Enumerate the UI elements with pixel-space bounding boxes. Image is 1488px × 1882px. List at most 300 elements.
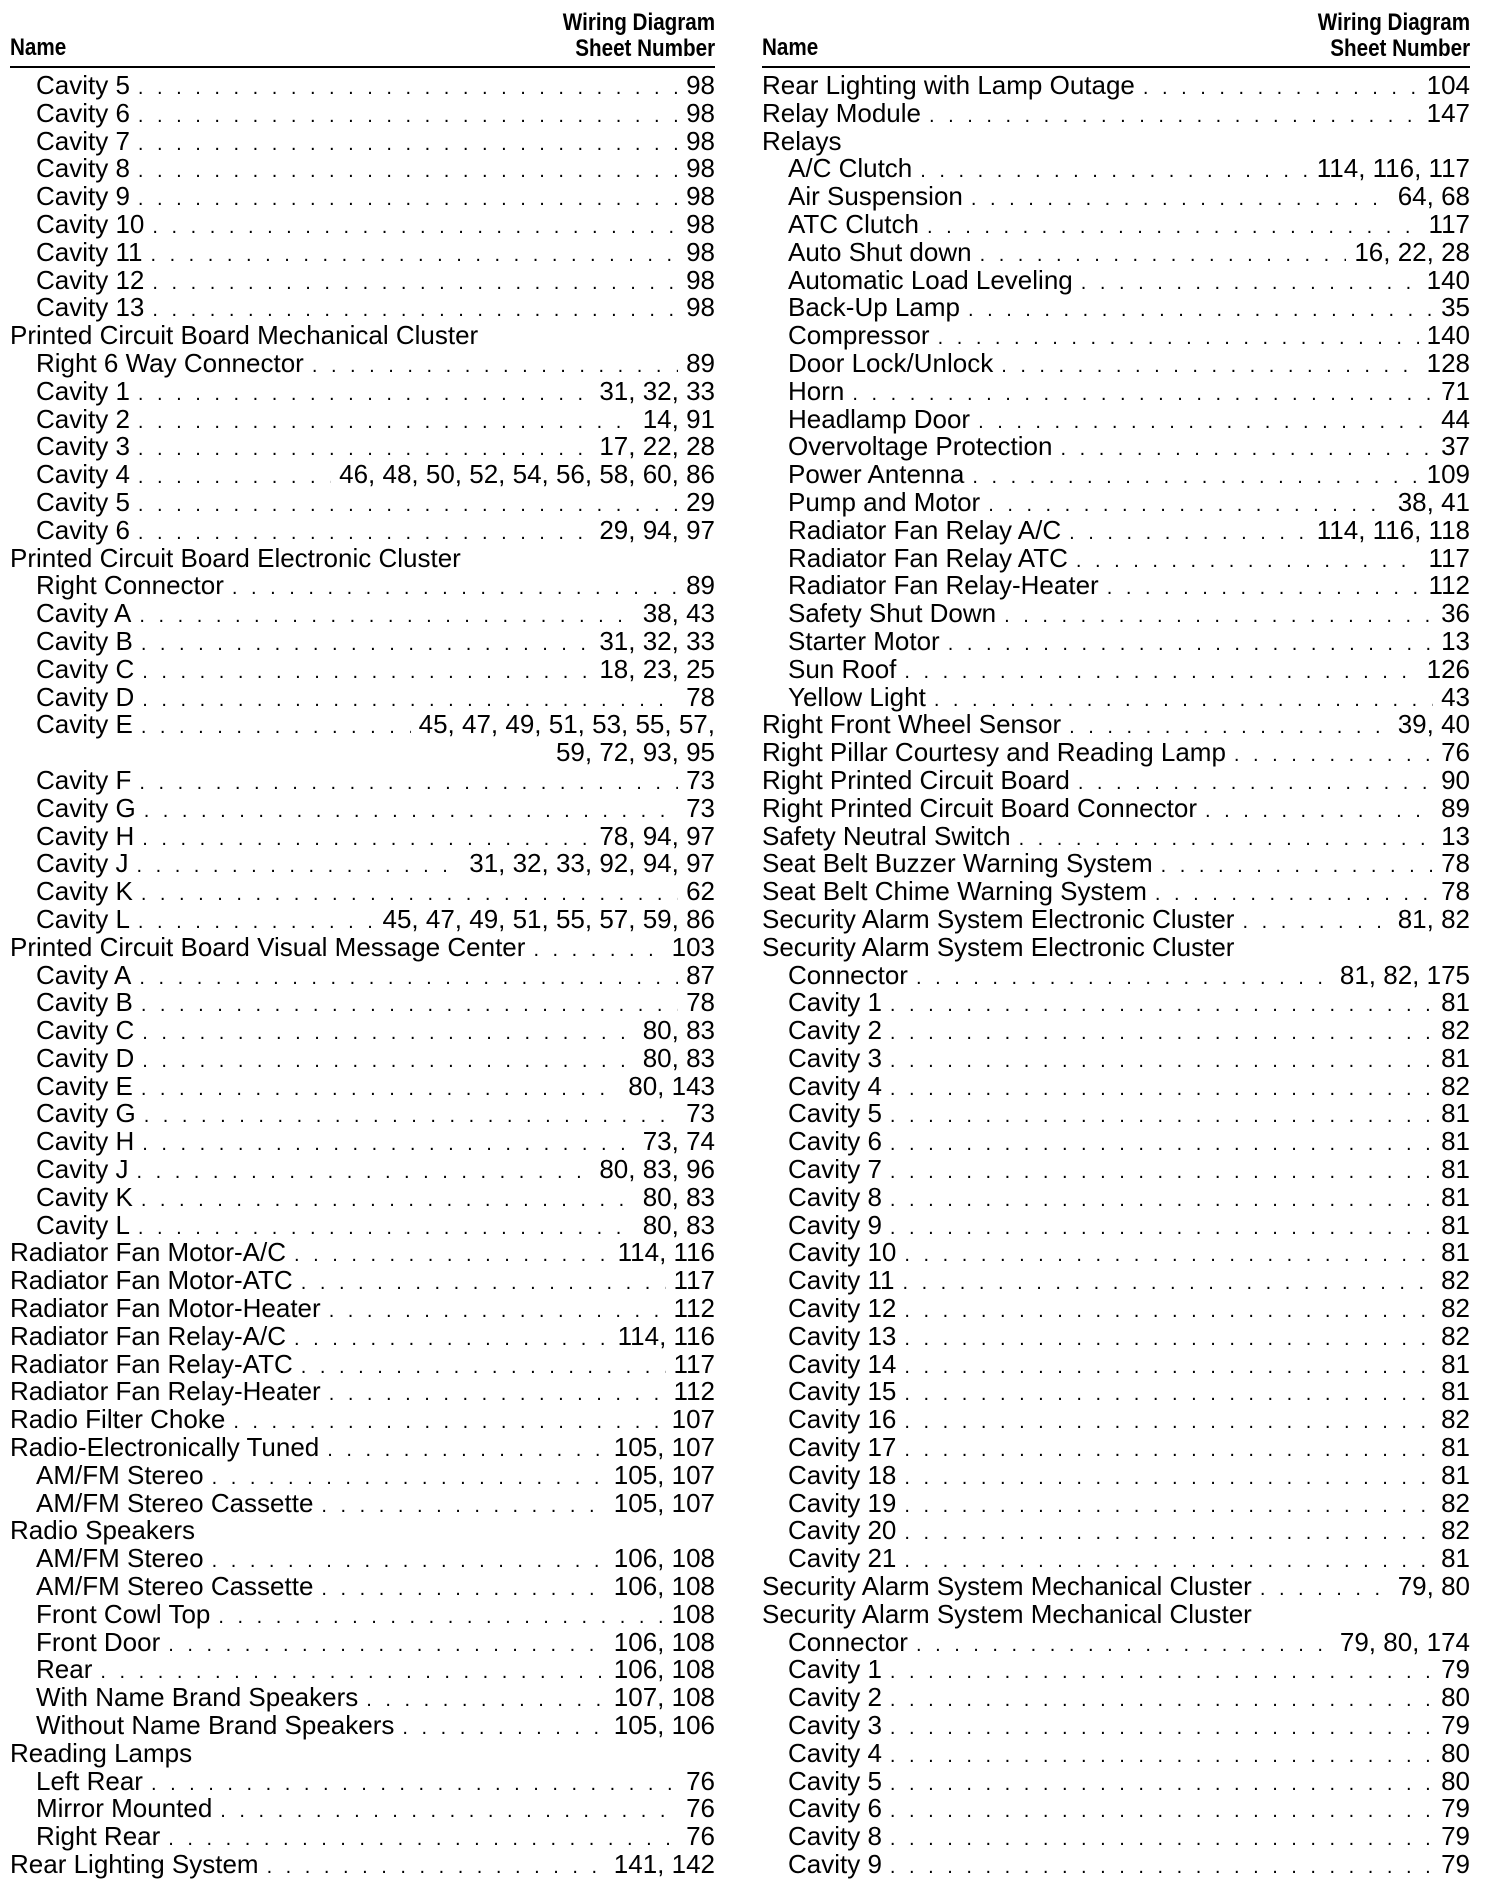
sheet-numbers: 98 [686, 153, 715, 184]
sheet-numbers: 79 [1441, 1654, 1470, 1685]
index-entry [10, 486, 715, 517]
index-entry [762, 1128, 1470, 1156]
sheet-numbers: 18, 23, 25 [599, 653, 715, 684]
sheet-numbers: 98 [686, 125, 715, 156]
index-entry [10, 1100, 715, 1128]
entry-name: Cavity 13 [788, 1320, 897, 1351]
index-entry [10, 792, 715, 823]
index-entry [762, 820, 1470, 851]
index-entry [10, 1320, 715, 1351]
index-entry [10, 878, 715, 906]
sheet-numbers: 104 [1426, 70, 1470, 100]
index-entries-right [762, 68, 1470, 1879]
sheet-numbers: 29, 94, 97 [599, 514, 715, 545]
sheet-heading-line2: Sheet Number [1330, 35, 1470, 62]
index-entry [10, 1823, 715, 1851]
index-entry [762, 931, 1470, 962]
index-entry [762, 461, 1470, 489]
entry-name: Cavity F [36, 764, 132, 795]
index-entry [762, 208, 1470, 239]
sheet-numbers: 82 [1441, 1070, 1470, 1101]
index-entry [10, 681, 715, 712]
entry-name: Right Pillar Courtesy and Reading Lamp [762, 737, 1226, 768]
dot-leader [138, 381, 591, 409]
entry-name: Cavity 15 [788, 1376, 897, 1407]
entry-name: Cavity 1 [788, 1654, 882, 1685]
sheet-numbers: 38, 43 [642, 598, 715, 629]
sheet-numbers: 106, 108 [613, 1543, 715, 1574]
sheet-numbers: 80 [1441, 1682, 1470, 1713]
entry-name: Security Alarm System Electronic Cluster [762, 903, 1235, 934]
index-entry [10, 625, 715, 656]
dot-leader [138, 186, 678, 214]
entry-name: Cavity L [36, 1209, 130, 1240]
index-entry [762, 681, 1470, 712]
dot-leader [321, 1576, 605, 1604]
index-entry [762, 264, 1470, 295]
entry-name: Cavity 19 [788, 1487, 897, 1518]
entry-name: Safety Neutral Switch [762, 820, 1011, 851]
entry-name: Cavity 14 [788, 1348, 897, 1379]
entry-name: Cavity 5 [788, 1098, 882, 1129]
sheet-numbers: 76 [686, 1793, 715, 1824]
dot-leader [294, 1242, 610, 1270]
entry-name: Pump and Motor [788, 486, 981, 517]
entry-name: Yellow Light [788, 681, 926, 712]
sheet-numbers: 107 [671, 1404, 715, 1435]
index-entry [10, 1573, 715, 1601]
entry-name: With Name Brand Speakers [36, 1682, 359, 1713]
entry-name: AM/FM Stereo Cassette [36, 1487, 314, 1518]
index-entry [10, 208, 715, 239]
dot-leader [1143, 75, 1419, 103]
entry-name: Cavity 6 [36, 514, 130, 545]
entry-name: Cavity 8 [788, 1181, 882, 1212]
index-entry [762, 764, 1470, 795]
entry-name: Relays [762, 125, 842, 156]
index-entry [10, 1042, 715, 1073]
entry-name: Right Connector [36, 570, 224, 601]
sheet-numbers: 79 [1441, 1849, 1470, 1879]
index-entry [10, 322, 715, 350]
index-entry [762, 72, 1470, 100]
index-entry [762, 572, 1470, 600]
dot-leader [890, 1159, 1433, 1187]
index-entry [762, 1459, 1470, 1490]
entry-name: Relay Module [762, 97, 921, 128]
index-entry [10, 989, 715, 1017]
entry-name: Cavity 17 [788, 1432, 897, 1463]
sheet-numbers: 89 [686, 347, 715, 378]
entry-name: Cavity 4 [36, 459, 130, 490]
dot-leader [890, 1715, 1433, 1743]
sheet-numbers: 80 [1441, 1765, 1470, 1796]
index-entry [10, 1406, 715, 1434]
dot-leader [150, 242, 678, 270]
dot-leader [141, 1076, 620, 1104]
index-entry [10, 1267, 715, 1295]
dot-leader [329, 1298, 666, 1326]
dot-leader [141, 631, 592, 659]
dot-leader [218, 1604, 663, 1632]
index-entry [762, 1100, 1470, 1128]
sheet-numbers: 106, 108 [613, 1571, 715, 1602]
dot-leader [904, 1409, 1433, 1437]
sheet-numbers: 117 [1428, 208, 1470, 239]
sheet-numbers: 39, 40 [1397, 709, 1470, 740]
index-entry [10, 375, 715, 406]
sheet-numbers: 80, 83 [642, 1181, 715, 1212]
dot-leader [904, 1465, 1433, 1493]
sheet-numbers: 78 [1441, 848, 1470, 879]
entry-name: Cavity C [36, 1015, 135, 1046]
sheet-numbers: 89 [1441, 792, 1470, 823]
index-entry [762, 486, 1470, 517]
entry-name: Front Door [36, 1626, 161, 1657]
entry-name: Rear [36, 1654, 93, 1685]
dot-leader [904, 659, 1418, 687]
dot-leader [142, 1020, 634, 1048]
index-entry [10, 1459, 715, 1490]
entry-name: Cavity 12 [788, 1293, 897, 1324]
entry-name: Right Printed Circuit Board Connector [762, 792, 1197, 823]
index-entry [762, 1181, 1470, 1212]
entry-name: Connector [788, 959, 908, 990]
index-entry [10, 1295, 715, 1323]
entry-name: Cavity 1 [788, 987, 882, 1018]
sheet-numbers: 105, 107 [613, 1432, 715, 1463]
dot-leader [294, 1326, 610, 1354]
dot-leader [141, 1187, 635, 1215]
dot-leader [938, 325, 1419, 353]
entry-name: Cavity 4 [788, 1070, 882, 1101]
sheet-numbers: 82 [1441, 1293, 1470, 1324]
entry-name: Right Printed Circuit Board [762, 764, 1070, 795]
index-entry [10, 125, 715, 156]
entry-name: Safety Shut Down [788, 598, 997, 629]
sheet-numbers: 79 [1441, 1821, 1470, 1852]
sheet-numbers: 117 [673, 1348, 715, 1379]
entry-name: Radio Filter Choke [10, 1404, 226, 1435]
entry-name: Cavity 6 [788, 1793, 882, 1824]
sheet-numbers: 44 [1441, 403, 1470, 434]
entry-name: Right Rear [36, 1821, 161, 1852]
index-entry [762, 1434, 1470, 1462]
index-entry [762, 433, 1470, 461]
sheet-numbers: 76 [686, 1765, 715, 1796]
index-entries-left [10, 68, 715, 1879]
sheet-numbers: 112 [1428, 570, 1470, 601]
entry-name: Cavity E [36, 709, 133, 740]
entry-name: Cavity 13 [36, 292, 145, 323]
sheet-numbers: 31, 32, 33 [599, 375, 715, 406]
index-entry [762, 183, 1470, 211]
entry-name: Cavity 8 [788, 1821, 882, 1852]
sheet-numbers: 79 [1441, 1793, 1470, 1824]
sheet-numbers: 73, 74 [642, 1126, 715, 1157]
index-entry [762, 1598, 1470, 1629]
index-entry [762, 1823, 1470, 1851]
entry-name: Cavity 10 [36, 208, 145, 239]
sheet-numbers: 78, 94, 97 [599, 820, 715, 851]
dot-leader [301, 1270, 666, 1298]
dot-leader [141, 992, 678, 1020]
dot-leader [138, 103, 678, 131]
dot-leader [971, 186, 1390, 214]
entry-name: Cavity H [36, 820, 135, 851]
index-entry [10, 1737, 715, 1768]
index-entry [10, 514, 715, 545]
entry-name: Security Alarm System Electronic Cluster [762, 931, 1235, 962]
dot-leader [890, 1798, 1433, 1826]
entry-name: Cavity 9 [788, 1849, 882, 1879]
sheet-heading-line1: Wiring Diagram [562, 9, 715, 36]
sheet-numbers: 98 [686, 264, 715, 295]
sheet-numbers: 114, 116 [617, 1237, 715, 1268]
entry-name: Cavity 3 [788, 1042, 882, 1073]
index-entry [10, 1070, 715, 1101]
dot-leader [152, 270, 678, 298]
index-entry [10, 1626, 715, 1657]
dot-leader [138, 158, 678, 186]
sheet-numbers: 81 [1441, 1042, 1470, 1073]
index-entry [762, 125, 1470, 156]
sheet-numbers: 37 [1441, 431, 1470, 462]
index-entry [10, 1128, 715, 1156]
entry-name: Horn [788, 375, 845, 406]
entry-name: Cavity 5 [36, 70, 130, 100]
sheet-numbers: 81 [1441, 1237, 1470, 1268]
index-entry [10, 959, 715, 990]
index-entry [762, 1487, 1470, 1518]
sheet-numbers: 78 [1441, 876, 1470, 907]
sheet-numbers: 114, 116 [617, 1320, 715, 1351]
sheet-numbers: 62 [686, 876, 715, 907]
dot-leader [904, 1298, 1433, 1326]
entry-name: Cavity 20 [788, 1515, 897, 1546]
sheet-numbers: 13 [1441, 625, 1470, 656]
dot-leader [144, 798, 678, 826]
dot-leader [890, 1131, 1433, 1159]
entry-name: Cavity D [36, 1042, 135, 1073]
sheet-numbers: 82 [1441, 1265, 1470, 1296]
entry-name: Security Alarm System Mechanical Cluster [762, 1571, 1252, 1602]
dot-leader [904, 1493, 1433, 1521]
index-entry [762, 403, 1470, 434]
sheet-numbers: 114, 116, 117 [1316, 153, 1470, 184]
entry-name: Compressor [788, 320, 930, 351]
entry-name: Cavity 5 [36, 486, 130, 517]
entry-name: Air Suspension [788, 181, 963, 212]
sheet-numbers: 79, 80 [1397, 1571, 1470, 1602]
sheet-numbers: 147 [1426, 97, 1470, 128]
index-entry [762, 542, 1470, 573]
index-entry [762, 1517, 1470, 1545]
index-entry [10, 347, 715, 378]
dot-leader [138, 492, 678, 520]
entry-name: Rear Lighting System [10, 1849, 259, 1879]
index-entry [762, 1042, 1470, 1073]
index-entry [10, 1545, 715, 1573]
dot-leader [1076, 548, 1421, 576]
index-entry [762, 711, 1470, 739]
entry-name: Mirror Mounted [36, 1793, 213, 1824]
dot-leader [138, 75, 678, 103]
dot-leader [151, 1771, 678, 1799]
sheet-numbers: 140 [1426, 320, 1470, 351]
index-entry [10, 1156, 715, 1184]
dot-leader [927, 214, 1421, 242]
entry-name: ATC Clutch [788, 208, 919, 239]
entry-name: Starter Motor [788, 625, 940, 656]
sheet-numbers: 128 [1426, 347, 1470, 378]
dot-leader [972, 464, 1418, 492]
entry-name: Cavity 2 [788, 1015, 882, 1046]
index-entry [762, 989, 1470, 1017]
dot-leader [890, 1771, 1433, 1799]
sheet-numbers: 36 [1441, 598, 1470, 629]
sheet-numbers: 140 [1426, 264, 1470, 295]
index-entry [10, 1684, 715, 1712]
index-entry [10, 1378, 715, 1406]
dot-leader [1242, 909, 1389, 937]
index-entry [10, 403, 715, 434]
entry-name: Cavity 10 [788, 1237, 897, 1268]
index-entry [10, 1017, 715, 1045]
dot-leader [142, 1131, 634, 1159]
index-entry [762, 155, 1470, 183]
name-heading: Name [762, 34, 819, 61]
index-entry [10, 1487, 715, 1518]
sheet-numbers: 82 [1441, 1320, 1470, 1351]
dot-leader [1205, 798, 1433, 826]
sheet-numbers: 81, 82, 175 [1339, 959, 1470, 990]
sheet-numbers: 81, 82 [1397, 903, 1470, 934]
entry-name: Radiator Fan Motor-ATC [10, 1265, 293, 1296]
entry-name: Cavity 16 [788, 1404, 897, 1435]
index-entry [762, 1684, 1470, 1712]
entry-name: Auto Shut down [788, 236, 972, 267]
sheet-numbers: 107, 108 [613, 1682, 715, 1713]
dot-leader [929, 103, 1419, 131]
sheet-numbers: 29 [686, 486, 715, 517]
index-entry [762, 1795, 1470, 1823]
sheet-numbers: 13 [1441, 820, 1470, 851]
name-heading: Name [10, 34, 67, 61]
sheet-numbers: 82 [1441, 1015, 1470, 1046]
entry-name: Connector [788, 1626, 908, 1657]
dot-leader [968, 297, 1433, 325]
index-entry [762, 1765, 1470, 1796]
sheet-numbers: 126 [1426, 653, 1470, 684]
dot-leader [1004, 603, 1433, 631]
sheet-numbers: 81 [1441, 1376, 1470, 1407]
sheet-numbers: 98 [686, 70, 715, 100]
entry-name: Cavity H [36, 1126, 135, 1157]
sheet-numbers: 112 [673, 1293, 715, 1324]
sheet-numbers: 45, 47, 49, 51, 55, 57, 59, 86 [382, 903, 715, 934]
dot-leader [890, 1048, 1433, 1076]
dot-leader [327, 1437, 606, 1465]
index-entry [762, 850, 1470, 878]
sheet-numbers: 105, 107 [613, 1487, 715, 1518]
entry-name: Cavity 2 [36, 403, 130, 434]
index-entry [10, 1517, 715, 1545]
index-entry [762, 294, 1470, 322]
entry-name: Radiator Fan Relay-ATC [10, 1348, 293, 1379]
entry-name: A/C Clutch [788, 153, 913, 184]
sheet-heading-line1: Wiring Diagram [1317, 9, 1470, 36]
dot-leader [1060, 436, 1433, 464]
index-entry [762, 792, 1470, 823]
index-entry [10, 72, 715, 100]
index-entry [762, 1070, 1470, 1101]
sheet-numbers: 81 [1441, 1209, 1470, 1240]
index-entry [762, 1209, 1470, 1240]
index-entry [10, 1209, 715, 1240]
entry-name: Cavity 7 [788, 1154, 882, 1185]
dot-leader [904, 1381, 1433, 1409]
sheet-numbers: 31, 32, 33 [599, 625, 715, 656]
sheet-numbers: 98 [686, 208, 715, 239]
dot-leader [267, 1854, 606, 1882]
index-entry [10, 183, 715, 211]
dot-leader [1001, 353, 1418, 381]
dot-leader [142, 659, 591, 687]
sheet-numbers: 73 [686, 792, 715, 823]
dot-leader [890, 1076, 1433, 1104]
sheet-numbers: 80 [1441, 1737, 1470, 1768]
dot-leader [890, 1826, 1433, 1854]
sheet-numbers: 89 [686, 570, 715, 601]
dot-leader [920, 158, 1308, 186]
dot-leader [890, 1659, 1433, 1687]
sheet-numbers: 73 [686, 1098, 715, 1129]
entry-name: Automatic Load Leveling [788, 264, 1073, 295]
entry-name: Cavity 9 [788, 1209, 882, 1240]
entry-name: Left Rear [36, 1765, 143, 1796]
sheet-numbers: 80, 83, 96 [599, 1154, 715, 1185]
dot-leader [139, 965, 678, 993]
dot-leader [144, 1103, 678, 1131]
sheet-numbers: 103 [671, 931, 715, 962]
index-entry [762, 1295, 1470, 1323]
index-entry [762, 1320, 1470, 1351]
entry-name: Radio Speakers [10, 1515, 195, 1546]
entry-name: Cavity B [36, 987, 133, 1018]
dot-leader [890, 1215, 1433, 1243]
sheet-numbers: 43 [1441, 681, 1470, 712]
sheet-numbers: 81 [1441, 1459, 1470, 1490]
entry-name: Cavity 11 [788, 1265, 895, 1296]
column-header [10, 0, 715, 66]
dot-leader [890, 1103, 1433, 1131]
dot-leader [533, 937, 663, 965]
dot-leader [1234, 742, 1433, 770]
dot-leader [1081, 270, 1419, 298]
index-entry [762, 1406, 1470, 1434]
index-entry [762, 653, 1470, 684]
dot-leader [1107, 575, 1421, 603]
index-entry [10, 236, 715, 267]
entry-name: Cavity 3 [788, 1710, 882, 1741]
sheet-numbers: 98 [686, 181, 715, 212]
entry-name: Cavity L [36, 903, 130, 934]
index-entry [762, 1239, 1470, 1267]
index-entry [10, 1656, 715, 1684]
dot-leader [301, 1354, 666, 1382]
dot-leader [904, 1520, 1433, 1548]
